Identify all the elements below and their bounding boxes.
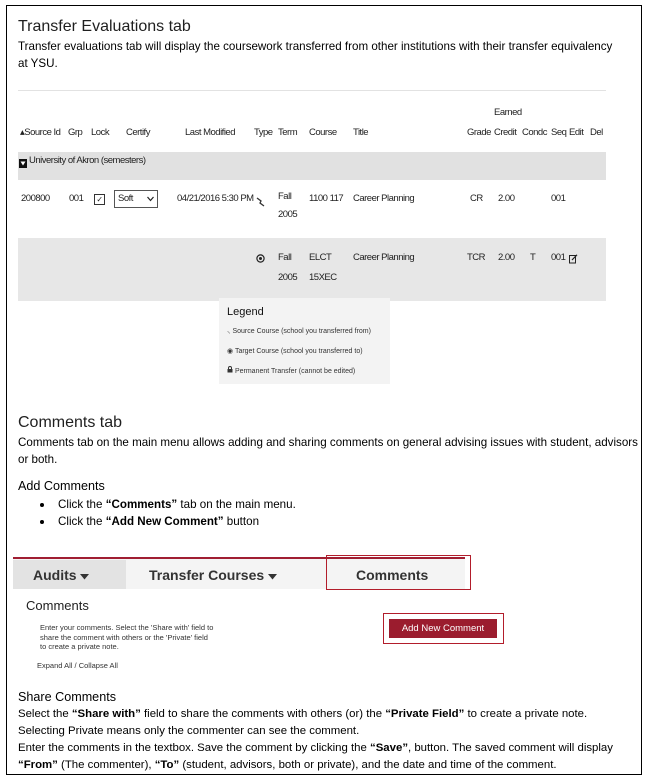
sort-up-icon: ▴ <box>20 127 25 138</box>
bullet-dot <box>40 520 44 524</box>
header-source-id[interactable]: ▴Source Id <box>20 127 61 138</box>
source-course-icon: ⸜ <box>227 328 233 335</box>
comments-section-title: Comments tab <box>18 414 123 431</box>
group-row <box>18 152 606 180</box>
transfer-table <box>18 90 606 312</box>
row2-course-subject: ELCT <box>309 252 332 263</box>
target-course-icon: ◉ <box>227 348 235 355</box>
bullet-item-1: Click the “Comments” tab on the main menu. <box>58 498 296 511</box>
header-lock[interactable]: Lock <box>91 127 110 138</box>
header-credit[interactable]: Credit <box>494 127 517 138</box>
row1-seq: 001 <box>551 193 566 204</box>
comments-tab-highlight <box>326 555 471 590</box>
row2-condc: T <box>530 252 536 263</box>
comments-description <box>18 434 638 468</box>
table-row <box>18 180 606 239</box>
expand-collapse-link[interactable]: Expand All / Collapse All <box>37 661 118 670</box>
row2-credit: 2.00 <box>498 252 515 263</box>
caret-down-icon <box>268 567 277 583</box>
transfer-description-line2: at YSU. <box>18 57 58 70</box>
instructions-line3: to create a private note. <box>40 642 119 651</box>
tab-comments[interactable]: Comments <box>356 567 429 583</box>
table-header <box>18 90 606 154</box>
caret-down-icon <box>80 567 89 583</box>
add-button-highlight <box>383 613 504 644</box>
legend-permanent: Permanent Transfer (cannot be edited) <box>227 366 355 375</box>
row1-course: 1100 117 <box>309 193 344 204</box>
row1-credit: 2.00 <box>498 193 515 204</box>
header-edit[interactable]: Edit <box>569 127 584 138</box>
table-row <box>18 238 606 301</box>
header-grp[interactable]: Grp <box>68 127 83 138</box>
legend-target: ◉ Target Course (school you transferred to) <box>227 348 363 355</box>
row1-last-modified: 04/21/2016 5:30 PM <box>177 193 254 204</box>
row1-title: Career Planning <box>353 193 415 204</box>
source-course-icon <box>256 196 266 210</box>
row1-grade: CR <box>470 193 483 204</box>
row1-term-season: Fall <box>278 191 292 202</box>
header-grade[interactable]: Grade <box>467 127 491 138</box>
comments-panel-title: Comments <box>26 598 89 613</box>
add-comments-heading: Add Comments <box>18 479 105 493</box>
row2-term-year: 2005 <box>278 272 298 283</box>
bullet-dot <box>40 503 44 507</box>
row2-grade: TCR <box>467 252 486 263</box>
tab-audits[interactable]: Audits <box>33 567 89 583</box>
header-seq[interactable]: Seq <box>551 127 567 138</box>
row1-term-year: 2005 <box>278 209 298 220</box>
instructions-line2: share the comment with others or the 'Private' field <box>40 632 208 642</box>
comments-description-line1: Comments tab on the main menu allows adding and sharing comments on general advising issues with student, advisors <box>18 436 638 449</box>
row2-term-season: Fall <box>278 252 292 263</box>
header-earned[interactable]: Earned <box>494 107 522 118</box>
bullet-item-2: Click the “Add New Comment” button <box>58 515 260 528</box>
header-condc[interactable]: Condc <box>522 127 547 138</box>
certify-select-value: Soft <box>118 193 133 204</box>
header-title[interactable]: Title <box>353 127 369 138</box>
group-label: University of Akron (semesters) <box>29 155 146 166</box>
chevron-down-icon <box>147 191 154 213</box>
lock-checkbox[interactable]: ✓ <box>94 194 105 205</box>
transfer-description <box>18 38 638 72</box>
lock-icon <box>227 368 235 375</box>
legend-source: ⸜ Source Course (school you transferred from) <box>227 328 371 335</box>
comments-instructions <box>40 623 213 652</box>
comments-description-line2: or both. <box>18 453 58 466</box>
header-certify[interactable]: Certify <box>126 127 150 138</box>
header-course[interactable]: Course <box>309 127 337 138</box>
instructions-line1: Enter your comments. Select the 'Share with' field to <box>40 623 214 632</box>
legend-title: Legend <box>227 306 264 318</box>
share-line4: “From” (The commenter), “To” (student, advisors, both or private), and the date and time of the comment. <box>18 759 557 771</box>
share-line1: Select the “Share with” field to share the comments with others (or) the “Private Field” to create a private note. <box>18 708 588 720</box>
share-line3: Enter the comments in the textbox. Save the comment by clicking the “Save”, button. The saved comment will display <box>18 742 613 754</box>
transfer-description-line1: Transfer evaluations tab will display the coursework transferred from other institutions with their transfer equivalency <box>18 40 613 53</box>
edit-icon[interactable] <box>569 254 578 267</box>
share-comments-heading: Share Comments <box>18 690 116 704</box>
row2-seq: 001 <box>551 252 566 263</box>
header-del[interactable]: Del <box>590 127 603 138</box>
group-toggle-icon[interactable] <box>19 157 27 175</box>
tab-transfer-courses[interactable]: Transfer Courses <box>149 567 277 583</box>
add-new-comment-button[interactable]: Add New Comment <box>389 619 497 638</box>
header-term[interactable]: Term <box>278 127 298 138</box>
row1-source-id: 200800 <box>21 193 50 204</box>
header-last-modified[interactable]: Last Modified <box>185 127 236 138</box>
target-course-icon <box>256 254 265 266</box>
row2-title: Career Planning <box>353 252 415 263</box>
certify-select[interactable] <box>114 190 158 208</box>
share-line2: Selecting Private means only the commenter can see the comment. <box>18 725 360 737</box>
row1-grp: 001 <box>69 193 84 204</box>
legend <box>219 298 390 384</box>
transfer-section-title: Transfer Evaluations tab <box>18 18 191 35</box>
header-type[interactable]: Type <box>254 127 273 138</box>
row2-course-number: 15XEC <box>309 272 337 283</box>
share-comments-text <box>18 706 643 774</box>
